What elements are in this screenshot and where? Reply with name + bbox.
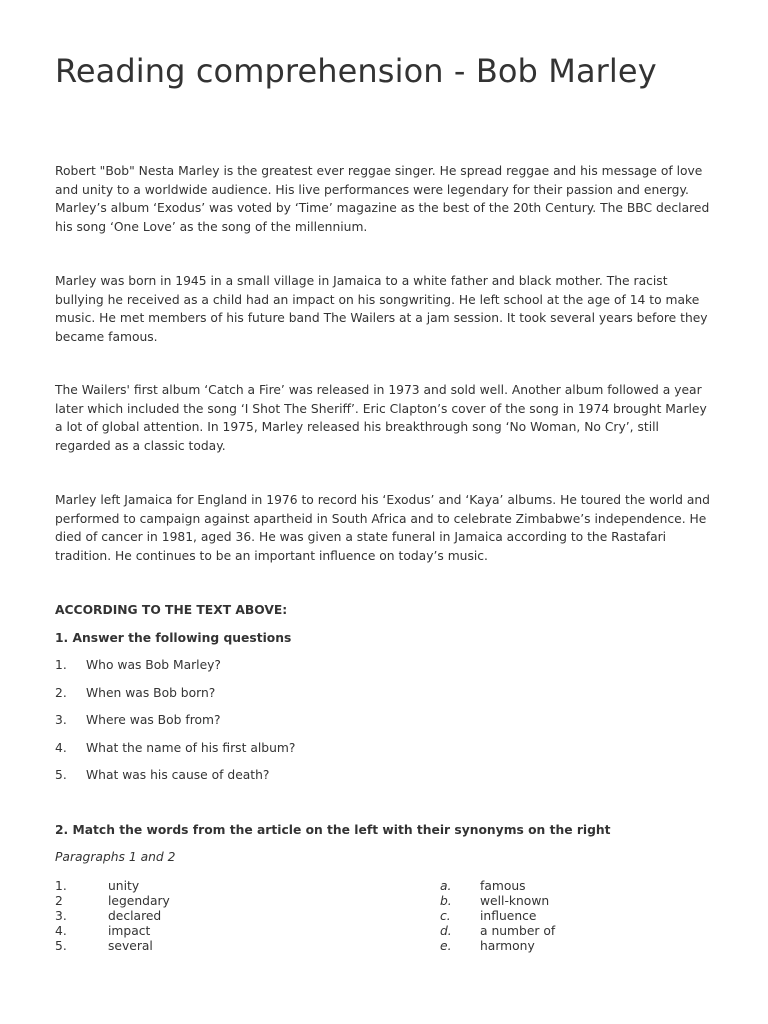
right-word: influence <box>480 909 537 923</box>
section-heading: ACCORDING TO THE TEXT ABOVE: <box>55 603 288 617</box>
right-word: harmony <box>480 939 535 953</box>
right-letter: d. <box>440 924 452 938</box>
task2-subheading: Paragraphs 1 and 2 <box>55 850 176 864</box>
paragraph-4: Marley left Jamaica for England in 1976 to record his ‘Exodus’ and ‘Kaya’ albums. He toured the world and performed to campaign against apartheid in South Africa and to celebrate Zimbabwe’s independence. He died of cancer in 1981, aged 36. He was given a state funeral in Jamaica according to the Rastafari tradition. He continues to be an important influence on today’s music. <box>55 493 710 563</box>
right-word: famous <box>480 879 526 893</box>
right-letter: a. <box>440 879 452 893</box>
match-row <box>55 894 715 909</box>
question-number: 2. <box>55 686 67 700</box>
paragraph-3: The Wailers' first album ‘Catch a Fire’ was released in 1973 and sold well. Another album followed a year later which included the song ‘I Shot The Sheriff’. Eric Clapton’s cover of the song in 1974 brought Marley a lot of global attention. In 1975, Marley released his breakthrough song ‘No Woman, No Cry’, still regarded as a classic today. <box>55 383 707 453</box>
match-row <box>55 879 715 894</box>
paragraph-1: Robert "Bob" Nesta Marley is the greatest ever reggae singer. He spread reggae and his message of love and unity to a worldwide audience. His live performances were legendary for their passion and energy. Marley’s album ‘Exodus’ was voted by ‘Time’ magazine as the best of the 20th Century. The BBC declared his song ‘One Love’ as the song of the millennium. <box>55 164 710 234</box>
task2-heading: 2. Match the words from the article on the left with their synonyms on the right <box>55 823 611 837</box>
match-row <box>55 939 715 954</box>
question-text: When was Bob born? <box>86 686 216 700</box>
question-text: Who was Bob Marley? <box>86 658 221 672</box>
paragraph-2: Marley was born in 1945 in a small village in Jamaica to a white father and black mother. The racist bullying he received as a child had an impact on his songwriting. He left school at the age of 14 to make music. He met members of his future band The Wailers at a jam session. It took several years before they became famous. <box>55 274 708 344</box>
left-number: 4. <box>55 924 67 938</box>
left-number: 3. <box>55 909 67 923</box>
question-text: What the name of his first album? <box>86 741 296 755</box>
left-word: legendary <box>108 894 170 908</box>
left-word: unity <box>108 879 140 893</box>
match-row <box>55 909 715 924</box>
question-number: 5. <box>55 768 67 782</box>
question-number: 1. <box>55 658 67 672</box>
right-letter: e. <box>440 939 452 953</box>
question-text: What was his cause of death? <box>86 768 270 782</box>
left-word: several <box>108 939 153 953</box>
page-title: Reading comprehension - Bob Marley <box>55 52 657 90</box>
left-word: impact <box>108 924 151 938</box>
question-number: 3. <box>55 713 67 727</box>
left-number: 1. <box>55 879 67 893</box>
left-number: 2 <box>55 894 63 908</box>
right-letter: c. <box>440 909 451 923</box>
question-number: 4. <box>55 741 67 755</box>
question-text: Where was Bob from? <box>86 713 221 727</box>
left-word: declared <box>108 909 162 923</box>
task1-heading: 1. Answer the following questions <box>55 631 292 645</box>
right-word: well-known <box>480 894 550 908</box>
right-word: a number of <box>480 924 556 938</box>
left-number: 5. <box>55 939 67 953</box>
right-letter: b. <box>440 894 452 908</box>
match-row <box>55 924 715 939</box>
